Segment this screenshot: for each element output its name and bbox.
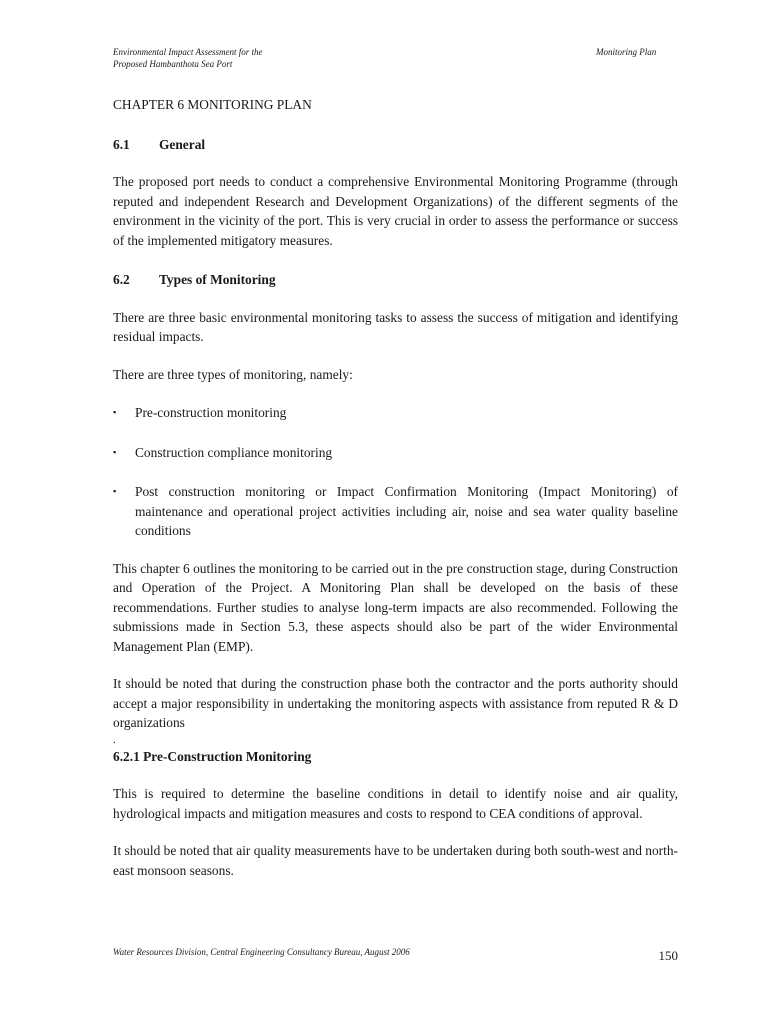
chapter-title: CHAPTER 6 MONITORING PLAN <box>113 97 312 112</box>
header-title-line1: Environmental Impact Assessment for the <box>113 47 263 57</box>
square-bullet-icon: ▪ <box>113 407 117 417</box>
list-item-text: Pre-construction monitoring <box>135 405 287 420</box>
list-item-text: Construction compliance monitoring <box>135 444 333 460</box>
types-paragraph-3: This chapter 6 outlines the monitoring to be carried out in the pre construction stage, during Construction and Operation of the Project. A Monitoring Plan shall be developed on the basis of these recommendations. Further studies to analyse long-term impacts are also recommended. Following the submissions made in Section 5.3, these aspects should also be part of the wider Environmental Management Plan (EMP). <box>113 560 678 654</box>
page-body <box>113 95 678 880</box>
list-item-text: Post construction monitoring or Impact Confirmation Monitoring (Impact Monitoring) of maintenance and operational project activities including air, noise and sea water quality baseline conditions <box>135 484 678 538</box>
list-item <box>113 482 678 541</box>
monitoring-types-list <box>113 403 678 541</box>
section-title: General <box>159 136 206 152</box>
general-paragraph: The proposed port needs to conduct a comprehensive Environmental Monitoring Programme (through reputed and independent Research and Development Organizations) of the different segments of the environment in the vicinity of the port. This is very crucial in order to assess the performance or success of the implemented mitigatory measures. <box>113 174 678 248</box>
header-title-line2: Proposed Hambanthota Sea Port <box>113 59 233 69</box>
running-header-left <box>113 46 262 70</box>
section-heading-types <box>113 270 678 290</box>
square-bullet-icon: ▪ <box>113 446 117 457</box>
types-paragraph-4: It should be noted that during the construction phase both the contractor and the ports authority should accept a major responsibility in undertaking the monitoring aspects with assistance from reputed R & D organizations <box>113 676 678 730</box>
running-header-right: Monitoring Plan <box>596 47 657 57</box>
running-footer: Water Resources Division, Central Engineering Consultancy Bureau, August 2006 <box>113 947 410 957</box>
pre-construction-paragraph-1: This is required to determine the baseline conditions in detail to identify noise and air quality, hydrological impacts and mitigation measures and costs to respond to CEA conditions of approval. <box>113 786 678 821</box>
section-title: Types of Monitoring <box>159 272 276 287</box>
square-bullet-icon: ▪ <box>113 486 117 496</box>
list-item <box>113 403 678 423</box>
section-number: 6.1 <box>113 136 130 152</box>
section-number: 6.2 <box>113 272 130 287</box>
types-paragraph-2: There are three types of monitoring, namely: <box>113 366 353 382</box>
page-number: 150 <box>658 948 678 963</box>
stray-mark: . <box>113 733 116 746</box>
pre-construction-paragraph-2: It should be noted that air quality measurements have to be undertaken during both south-west and north-east monsoon seasons. <box>113 843 678 878</box>
list-item <box>113 443 678 463</box>
types-paragraph-1: There are three basic environmental monitoring tasks to assess the success of mitigation and identifying residual impacts. <box>113 309 678 344</box>
subsection-heading-pre-construction: 6.2.1 Pre-Construction Monitoring <box>113 748 312 764</box>
section-heading-general <box>113 135 678 155</box>
